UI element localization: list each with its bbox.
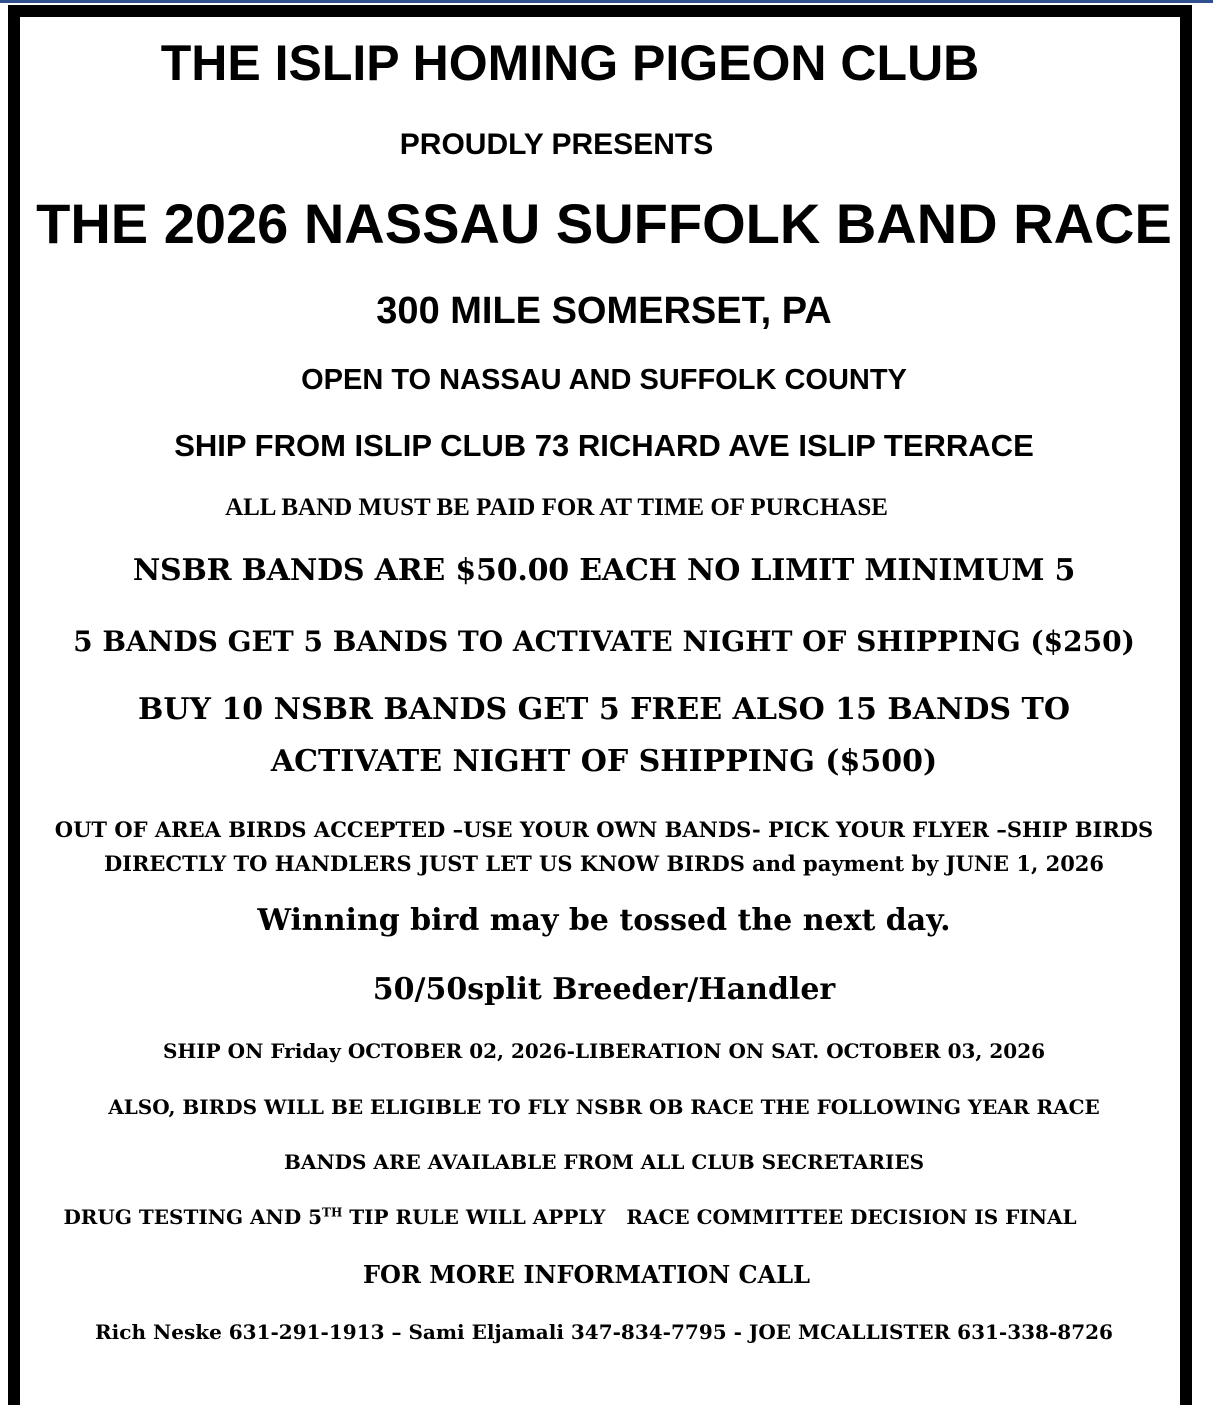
open-to-line: OPEN TO NASSAU AND SUFFOLK COUNTY — [301, 364, 907, 396]
buy-ten-offer-line-1: BUY 10 NSBR BANDS GET 5 FREE ALSO 15 BANDS TO — [138, 692, 1070, 727]
race-distance: 300 MILE SOMERSET, PA — [376, 290, 832, 332]
ship-from-line: SHIP FROM ISLIP CLUB 73 RICHARD AVE ISLIP TERRACE — [174, 428, 1034, 463]
eligibility-line: ALSO, BIRDS WILL BE ELIGIBLE TO FLY NSBR OB RACE THE FOLLOWING YEAR RACE — [108, 1095, 1100, 1119]
drug-testing-line — [20, 1207, 1120, 1227]
out-of-area-line-2: DIRECTLY TO HANDLERS JUST LET US KNOW BIRDS and payment by JUNE 1, 2026 — [103, 851, 1105, 876]
payment-notice: ALL BAND MUST BE PAID FOR AT TIME OF PURCHASE — [225, 494, 888, 521]
drug-suffix: TIP RULE WILL APPLY RACE COMMITTEE DECISION IS FINAL — [342, 1205, 1077, 1229]
five-bands-offer: 5 BANDS GET 5 BANDS TO ACTIVATE NIGHT OF SHIPPING ($250) — [73, 625, 1135, 658]
band-price-line: NSBR BANDS ARE $50.00 EACH NO LIMIT MINIMUM 5 — [132, 553, 1076, 588]
presents-line: PROUDLY PRESENTS — [399, 128, 714, 161]
info-call-line: FOR MORE INFORMATION CALL — [363, 1260, 810, 1289]
race-title: THE 2026 NASSAU SUFFOLK BAND RACE — [36, 192, 1172, 255]
out-of-area-line-1: OUT OF AREA BIRDS ACCEPTED –USE YOUR OWN BANDS- PICK YOUR FLYER –SHIP BIRDS — [54, 817, 1154, 842]
winning-bird-line: Winning bird may be tossed the next day. — [257, 903, 951, 938]
split-line: 50/50split Breeder/Handler — [372, 972, 836, 1007]
buy-ten-offer-line-2: ACTIVATE NIGHT OF SHIPPING ($500) — [270, 744, 938, 779]
ship-date-line: SHIP ON Friday OCTOBER 02, 2026-LIBERATION ON SAT. OCTOBER 03, 2026 — [162, 1039, 1046, 1063]
drug-superscript: TH — [322, 1205, 343, 1220]
contacts-line: Rich Neske 631-291-1913 – Sami Eljamali 347-834-7795 - JOE MCALLISTER 631-338-8726 — [95, 1320, 1113, 1344]
drug-prefix: DRUG TESTING AND 5 — [63, 1205, 323, 1229]
club-title: THE ISLIP HOMING PIGEON CLUB — [160, 35, 980, 91]
top-border-line — [0, 0, 1213, 3]
availability-line: BANDS ARE AVAILABLE FROM ALL CLUB SECRETARIES — [283, 1150, 925, 1174]
